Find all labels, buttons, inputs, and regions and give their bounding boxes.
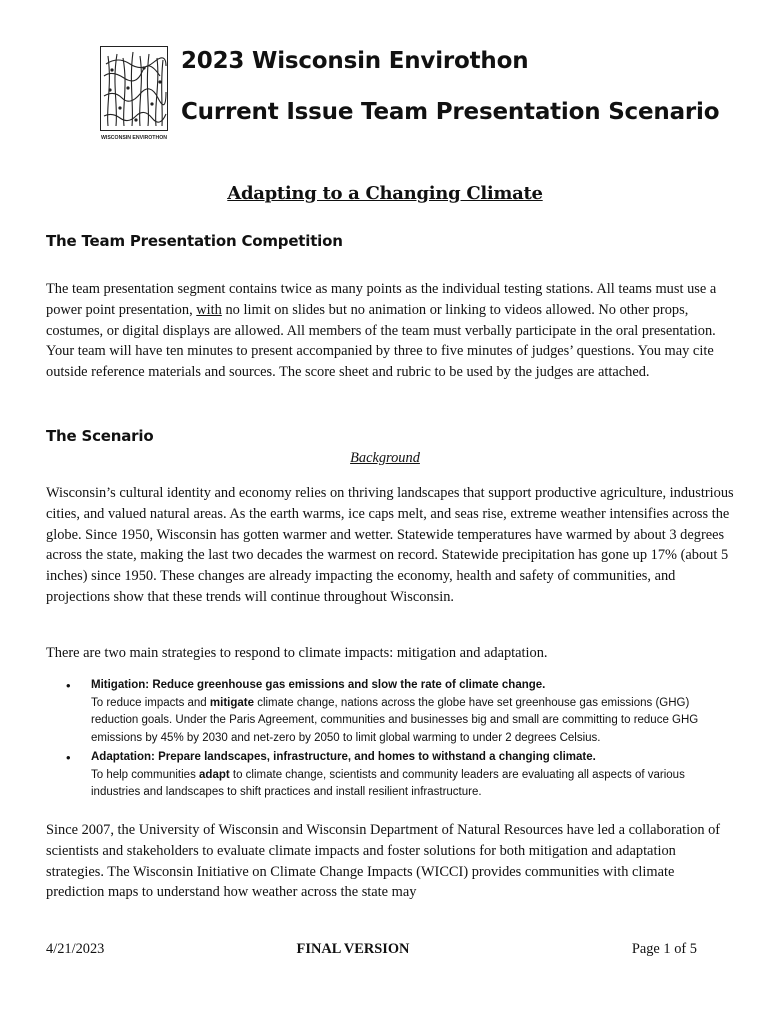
title-line-1: 2023 Wisconsin Envirothon: [181, 48, 529, 74]
strategies-intro: There are two main strategies to respond to climate impacts: mitigation and adaptation.: [46, 645, 548, 661]
bullet-icon: •: [66, 750, 71, 765]
wisconsin-envirothon-logo: [100, 46, 168, 142]
bullet-body-pre: To help communities: [91, 768, 200, 781]
list-item-mitigation: [46, 677, 736, 747]
logo-caption: WISCONSIN ENVIROTHON: [101, 135, 167, 141]
footer-version: FINAL VERSION: [296, 941, 410, 957]
background-subheading: Background: [350, 450, 420, 466]
footer-page-number: Page 1 of 5: [631, 941, 697, 957]
section-heading-scenario: The Scenario: [46, 427, 154, 445]
bullet-body-bold: adapt: [199, 768, 230, 781]
title-line-2: Current Issue Team Presentation Scenario: [181, 99, 720, 125]
bullet-body-post: to climate change, scientists and community leaders are evaluating all aspects of various industries and landscapes to shift practices and install resilient infrastructure.: [91, 768, 685, 798]
bullet-body-pre: To reduce impacts and: [91, 696, 210, 709]
bullet-icon: •: [66, 678, 71, 693]
competition-paragraph: [46, 279, 736, 383]
bullet-body: [91, 767, 736, 802]
bullet-title: Adaptation: Prepare landscapes, infrastructure, and homes to withstand a changing climate.: [91, 751, 596, 763]
bullet-body-bold: mitigate: [209, 696, 254, 709]
list-item-adaptation: [46, 749, 736, 802]
strategy-list: [46, 677, 736, 804]
document-heading: Adapting to a Changing Climate: [227, 183, 543, 204]
bullet-body: [91, 695, 736, 748]
background-paragraph: Wisconsin’s cultural identity and economy relies on thriving landscapes that support productive agriculture, industrious cities, and valued natural areas. As the earth warms, ice caps melt, and seas rise, extreme weather intensifies across the globe. Since 1950, Wisconsin has gotten warmer and wetter. Statewide temperatures have warmed by about 3 degrees across the state, making the last two decades the warmest on record. Statewide precipitation has gone up 17% (about 5 inches) since 1950. These changes are already impacting the economy, health and safety of communities, and projections show that these trends will continue throughout Wisconsin.: [46, 485, 734, 605]
competition-text-1: The team presentation segment contains twice as many points as the individual testing stations. All teams must use a power point presentation,: [46, 281, 717, 318]
bullet-title: Mitigation: Reduce greenhouse gas emissions and slow the rate of climate change.: [91, 679, 546, 691]
competition-underlined-word: with: [196, 301, 222, 318]
section-heading-competition: The Team Presentation Competition: [46, 232, 343, 250]
footer-date: 4/21/2023: [46, 941, 105, 957]
competition-text-2: no limit on slides but no animation or linking to videos allowed. No other props, costumes, or digital displays are allowed. All members of the team must verbally participate in the oral presentation. Your team will have ten minutes to present accompanied by three to five minutes of judges’ questions. You may cite outside reference materials and sources. The score sheet and rubric to be used by the judges are attached.: [46, 301, 716, 381]
closing-paragraph: Since 2007, the University of Wisconsin and Wisconsin Department of Natural Resources have led a collaboration of scientists and stakeholders to evaluate climate impacts and foster solutions for both mitigation and adaptation strategies. The Wisconsin Initiative on Climate Change Impacts (WICCI) provides communities with climate prediction maps to understand how weather across the state may: [46, 822, 721, 901]
bullet-body-post: climate change, nations across the globe have set greenhouse gas emissions (GHG) reduction goals. Under the Paris Agreement, communities and businesses big and small are committing to reduce GHG emissions by 45% by 2030 and net-zero by 2050 to limit global warming to under 2 degrees Celsius.: [91, 696, 699, 744]
